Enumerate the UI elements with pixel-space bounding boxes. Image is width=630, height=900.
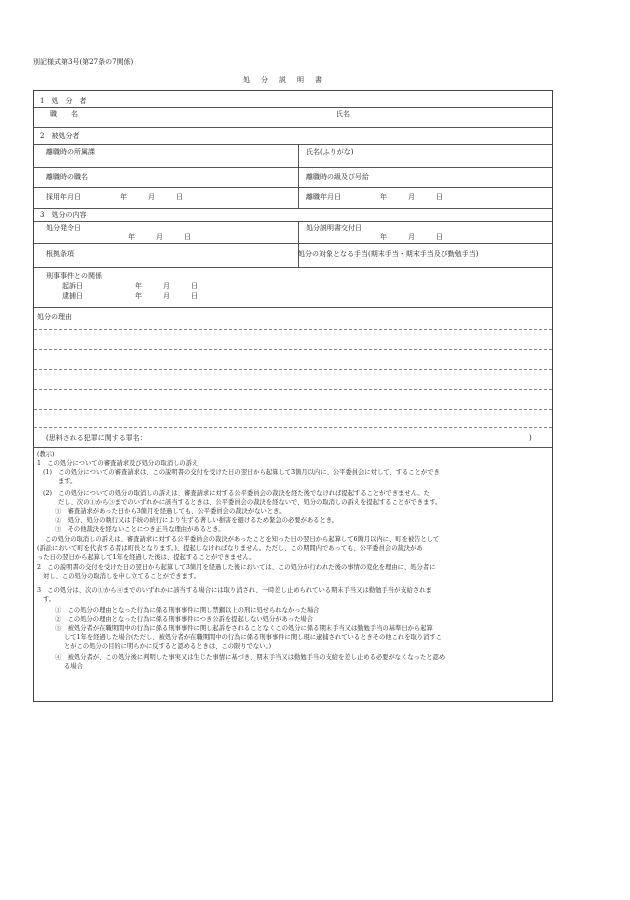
instruction-line: 2 この説明書の交付を受けた日の翌日から起算して3箇月を経過した後においては、この処分が行われた後の事情の変化を理由に、処分者に — [37, 564, 436, 571]
instruction-line: (2) この処分についての処分の取消しの訴えは、審査請求に対する公平委員会の裁決を経た後でなければ提起することができません。た — [43, 490, 430, 497]
indict-ymd: 年 月 日 — [135, 282, 198, 290]
reason-heading: 処分の理由 — [37, 313, 72, 321]
instruction-line: った日の翌日から起算して1年を経過した後は、提起することができません。 — [37, 554, 256, 561]
instruction-line: ① 審査請求があった日から3箇月を経過しても、公平委員会の裁決がないとき。 — [55, 508, 286, 515]
instruction-line: 3 この処分は、次の①から④までのいずれかに該当する場合には取り消され、一時差し止められている期末手当又は勤勉手当が支給されま — [37, 587, 432, 594]
instruction-line: して1年を経過した場合(ただし、被処分者が在職期間中の行為に係る刑事事件に関し現に逮捕されているときその他これを取り消すこ — [64, 634, 442, 641]
deliver-date-label: 処分説明書交付日 — [306, 224, 362, 232]
hire-date-label: 採用年月日 — [46, 193, 81, 201]
issue-date-ymd: 年 月 日 — [128, 233, 191, 241]
instruction-line: す。 — [43, 596, 56, 603]
page-title: 処 分 説 明 書 — [243, 76, 324, 84]
dept-label: 離職時の所属課 — [46, 148, 95, 156]
section-2-heading: 2 被処分者 — [40, 132, 80, 140]
charge-close: ) — [529, 434, 532, 442]
instruction-line: とがこの処分の目的に明らかに反すると認めるときは、この限りでない。) — [64, 643, 272, 650]
instruction-line: (訴訟において町を代表する者は町長となります。)、提起しなければなりません。ただし、この期間内であっても、公平委員会の裁決があ — [37, 545, 423, 552]
instructions-heading: (教示) — [37, 451, 55, 458]
instruction-line: ① この処分の理由となった行為に係る刑事事件に関し禁錮以上の刑に処せられなかった場合 — [55, 607, 320, 614]
instruction-line: ② この処分の理由となった行為に係る刑事事件につき公訴を提起しない処分があった場合 — [55, 616, 313, 623]
form-label: 別記様式第3号(第27条の7関係) — [33, 58, 134, 66]
charge-label: (思料される犯罪に関する罪名： — [46, 434, 147, 442]
instruction-line: 対し、この処分の取消しを申し立てることができます。 — [43, 573, 200, 580]
instruction-line: る場合 — [64, 663, 83, 670]
instruction-line: ます。 — [58, 478, 77, 485]
issue-date-label: 処分発令日 — [46, 224, 81, 232]
instruction-line: 1 この処分についての審査請求及び処分の取消しの訴え — [37, 460, 199, 467]
instruction-line: ③ 被処分者が在職期間中の行為に係る刑事事件に関し起訴をされることなくこの処分に係る期末手当又は勤勉手当の基準日から起算 — [55, 625, 433, 632]
target-allowance-label: 処分の対象となる手当(期末手当・期末手当及び勤勉手当) — [298, 250, 479, 258]
arrest-ymd: 年 月 日 — [135, 292, 198, 300]
leave-date-label: 離職年月日 — [306, 193, 341, 201]
instruction-line: (1) この処分についての審査請求は、この説明書の交付を受けた日の翌日から起算して3箇月以内に、公平委員会に対して、することができ — [43, 469, 440, 476]
indict-label: 起訴日 — [62, 282, 83, 290]
grade-label: 離職時の級及び号給 — [306, 173, 369, 181]
section-1-heading: 1 処 分 者 — [40, 97, 87, 105]
leave-date-ymd: 年 月 日 — [380, 193, 443, 201]
criminal-heading: 刑事事件との関係 — [46, 272, 102, 280]
deliver-date-ymd: 年 月 日 — [380, 233, 443, 241]
hire-date-ymd: 年 月 日 — [120, 193, 183, 201]
instruction-line: だし、次の①から③までのいずれかに該当するときは、公平委員会の裁決を経ないで、処分の取消しの訴えを提起することができます。 — [58, 499, 442, 506]
basis-label: 根拠条項 — [46, 250, 74, 258]
name-kana-label: 氏名(ふりがな) — [306, 148, 354, 156]
arrest-label: 逮捕日 — [62, 292, 83, 300]
instruction-line: ② 処分、処分の執行又は手続の続行により生ずる著しい損害を避けるため緊急の必要があるとき。 — [55, 517, 339, 524]
issuer-job-label: 職 名 — [50, 110, 78, 118]
form-frame — [33, 90, 553, 702]
issuer-name-label: 氏名 — [336, 110, 350, 118]
job-label: 離職時の職名 — [46, 173, 88, 181]
section-3-heading: 3 処分の内容 — [40, 211, 87, 219]
instruction-line: ④ 被処分者が、この処分後に判明した事実又は生じた事情に基づき、期末手当又は勤勉手当の支給を差し止める必要がなくなったと認め — [55, 654, 446, 661]
instruction-line: ③ その他裁決を経ないことにつき正当な理由があるとき。 — [55, 526, 225, 533]
instruction-line: この処分の取消しの訴えは、審査請求に対する公平委員会の裁決があったことを知った日の翌日から起算して6箇月以内に、町を被告として — [45, 536, 440, 543]
